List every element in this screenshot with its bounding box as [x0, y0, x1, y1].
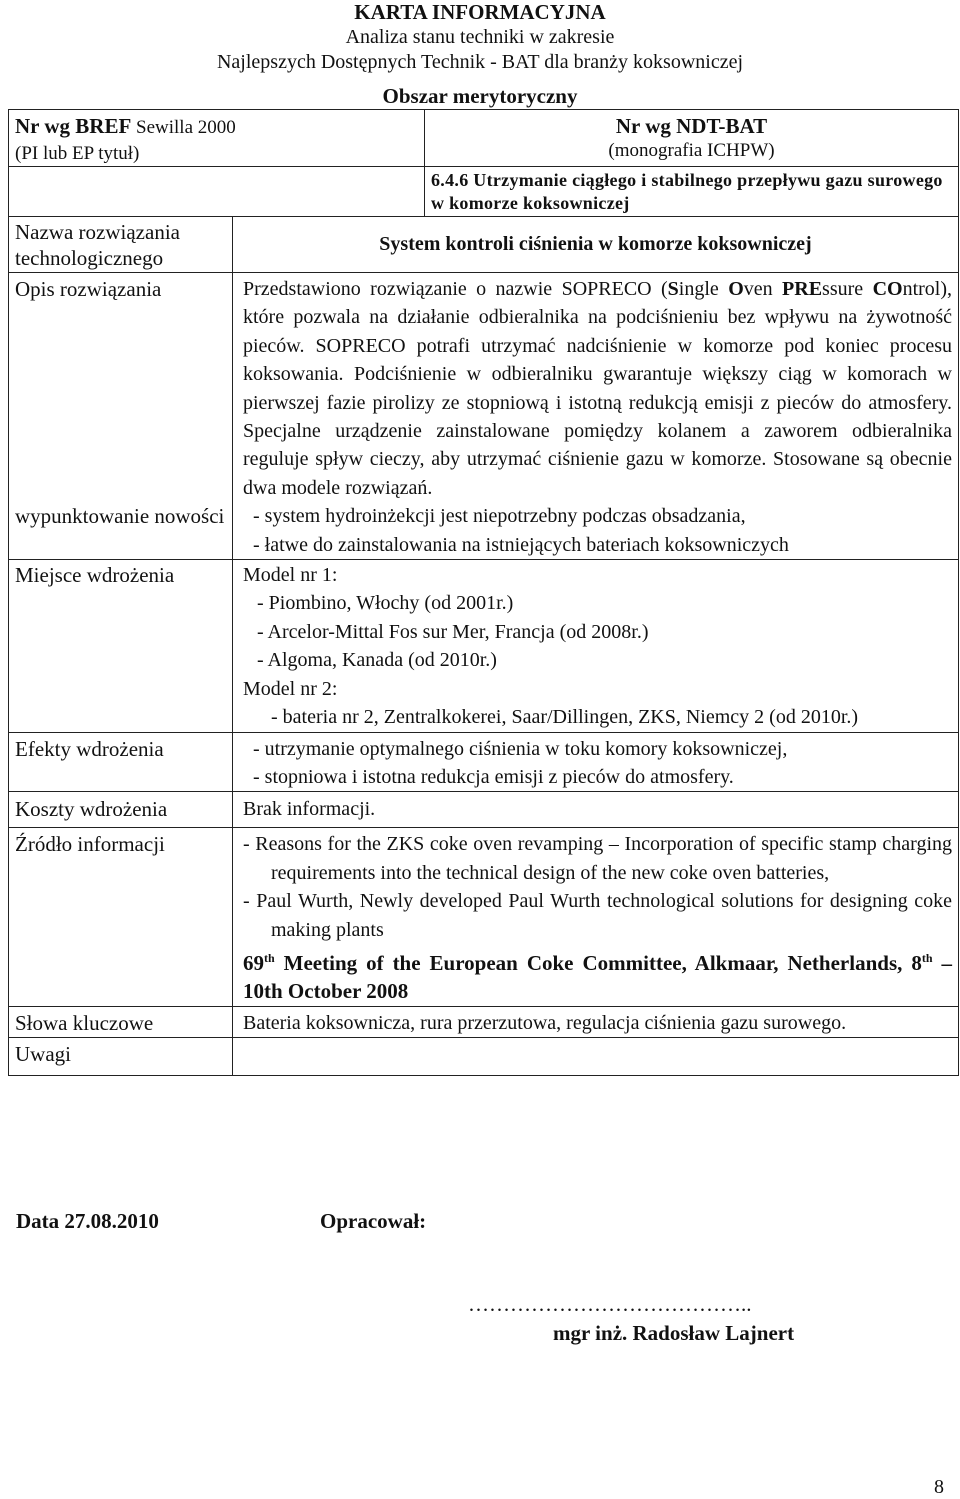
model-2-heading: Model nr 2:: [243, 677, 338, 700]
bref-cell: [9, 110, 425, 167]
bref-sublabel: (PI lub EP tytuł): [15, 143, 140, 164]
miejsce-value: [233, 560, 959, 732]
card-header: [0, 0, 960, 75]
zrodlo-value: [233, 828, 959, 1006]
card-title: KARTA INFORMACYJNA: [354, 0, 606, 24]
list-item: - utrzymanie optymalnego ciśnienia w toku komory koksowniczej,: [253, 737, 788, 760]
list-item: - stopniowa i istotna redukcja emisji z pieców do atmosfery.: [253, 765, 734, 788]
opis-nowosci-label-cell: [9, 273, 233, 503]
list-item: - bateria nr 2, Zentralkokerei, Saar/Dillingen, ZKS, Niemcy 2 (od 2010r.): [271, 706, 859, 729]
prepared-by-label: Opracował:: [320, 1209, 427, 1233]
page-number: 8: [934, 1476, 944, 1498]
list-item: - Reasons for the ZKS coke oven revamping – Incorporation of specific stamp charging requirements into the technical design of the new coke oven batteries,: [243, 833, 952, 884]
slowa-label: Słowa kluczowe: [9, 1006, 233, 1037]
list-item: - Arcelor-Mittal Fos sur Mer, Francja (od 2008r.): [257, 620, 649, 643]
uwagi-label: Uwagi: [9, 1038, 233, 1076]
list-item: - Paul Wurth, Newly developed Paul Wurth technological solutions for designing coke making plants: [243, 890, 952, 941]
efekty-label: Efekty wdrożenia: [9, 732, 233, 792]
author-name: mgr inż. Radosław Lajnert: [553, 1321, 795, 1345]
ndt-sublabel: (monografia ICHPW): [608, 140, 775, 161]
list-item: - system hydroinżekcji jest niepotrzebny podczas obsadzania,: [253, 505, 746, 528]
area-heading: Obszar merytoryczny: [382, 84, 578, 108]
ndt-label: Nr wg NDT-BAT: [615, 114, 768, 138]
nowosci-label: wypunktowanie nowości: [9, 502, 233, 559]
card-subtitle-2: Najlepszych Dostępnych Technik - BAT dla branży koksowniczej: [216, 51, 744, 73]
opis-value: Przedstawiono rozwiązanie o nazwie SOPRECO (Single Oven PREssure COntrol), które pozwala na działanie odbieralnika na podciśnieniu bez wpływu na żywotność pieców. SOPRECO potrafi utrzymać nadciśnienie w komorze pod koniec procesu koksowania. Podciśnienie w odbieralniku gwarantuje większy ciąg w komorach w pierwszej fazie pirolizy ze stopniową i istotną redukcją emisji z pieców do atmosfery. Specjalne urządzenie zainstalowane pomiędzy kolanem a zaworem odbieralnika reguluje spływ cieczy, aby utrzymać ciśnienie gazu w komorze. Stosowane są obecnie dwa modele rozwiązań.: [233, 273, 959, 503]
nowosci-list: [233, 502, 959, 559]
nazwa-label: Nazwa rozwiązania technologicznego: [9, 217, 233, 273]
koszty-label: Koszty wdrożenia: [9, 792, 233, 828]
ndt-header-cell: [425, 110, 959, 167]
ndt-value: 6.4.6 Utrzymanie ciągłego i stabilnego przepływu gazu surowego w komorze koksowniczej: [425, 167, 959, 217]
opis-label: Opis rozwiązania: [15, 277, 162, 301]
slowa-value: Bateria koksownicza, rura przerzutowa, regulacja ciśnienia gazu surowego.: [233, 1006, 959, 1037]
list-item: - łatwe do zainstalowania na istniejących bateriach koksowniczych: [253, 533, 789, 556]
efekty-list: [233, 732, 959, 792]
model-1-heading: Model nr 1:: [243, 564, 338, 587]
list-item: - Algoma, Kanada (od 2010r.): [257, 649, 497, 672]
zrodlo-label: Źródło informacji: [9, 828, 233, 1006]
bref-label: Nr wg BREF Sewilla 2000: [15, 114, 236, 138]
date: Data 27.08.2010: [16, 1209, 159, 1233]
info-table: [8, 109, 959, 1076]
meeting-reference: 69th Meeting of the European Coke Committee, Alkmaar, Netherlands, 8th – 10th October 2008: [243, 950, 952, 1004]
signature-dots: …………………………………..: [468, 1292, 752, 1316]
list-item: - Piombino, Włochy (od 2001r.): [257, 592, 514, 615]
miejsce-label: Miejsce wdrożenia: [9, 560, 233, 732]
koszty-value: Brak informacji.: [233, 792, 959, 828]
card-subtitle-1: Analiza stanu techniki w zakresie: [345, 26, 615, 48]
nazwa-value: System kontroli ciśnienia w komorze koksowniczej: [233, 217, 959, 273]
uwagi-value: [233, 1038, 959, 1076]
bref-value-cell: [9, 167, 425, 217]
